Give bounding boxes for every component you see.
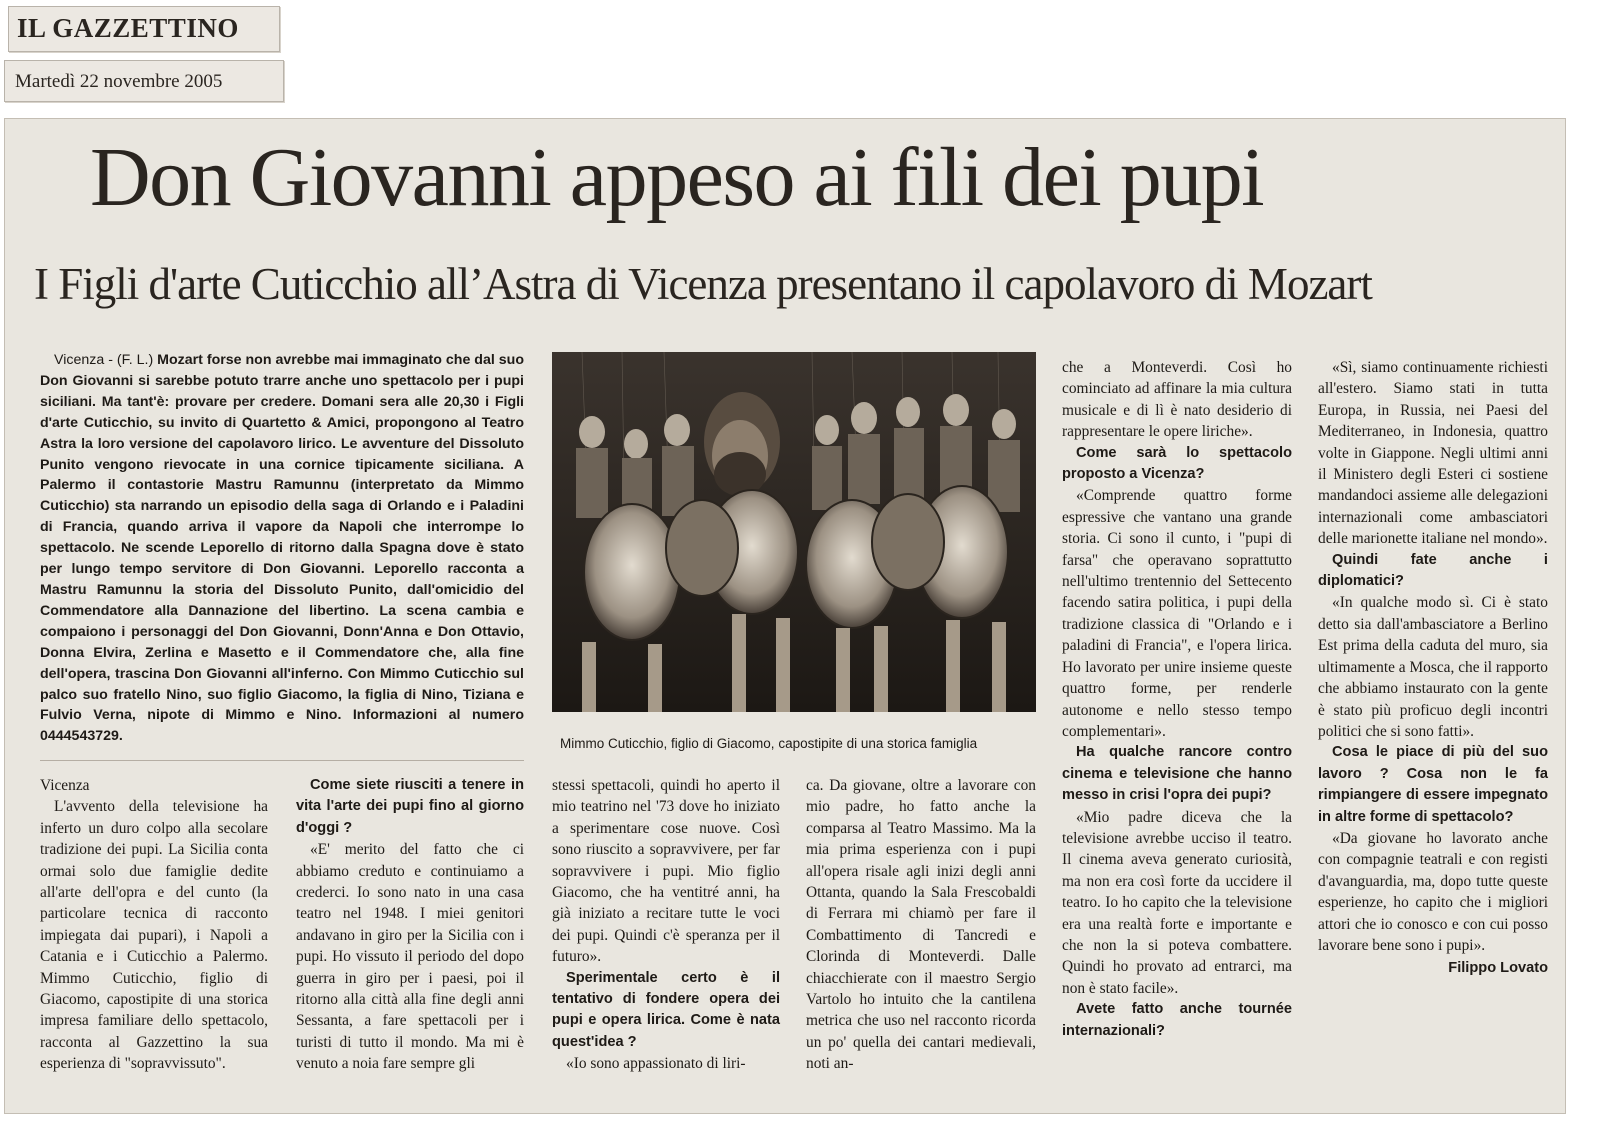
- article-column-3: [552, 775, 780, 1075]
- article-column-2: [296, 775, 524, 1075]
- article-headline: Don Giovanni appeso ai fili dei pupi: [90, 131, 1264, 224]
- interview-answer: che a Monteverdi. Così ho cominciato ad affinare la mia cultura musicale e di lì è nato desiderio di rappresentare le opere liriche».: [1062, 359, 1292, 441]
- interview-question: Come sarà lo spettacolo proposto a Vicenza?: [1062, 444, 1292, 483]
- publication-date: Martedì 22 novembre 2005: [15, 71, 223, 92]
- interview-answer: «Comprende quattro forme espressive che vantano una grande storia. Ci sono il cunto, i "pupi di farsa" che operavano soprattutto nell'ultimo trentennio del Settecento facendo satira politica, i pupi della tradizione classica di "Orlando e i paladini di Francia", e l'opera lirica. Ho lavorato per unire insieme queste quattro forme, per renderle autonome e nello stesso tempo complementari».: [1062, 487, 1292, 740]
- interview-dateline: Vicenza: [40, 777, 90, 794]
- interview-question: Cosa le piace di più del suo lavoro ? Cosa non le fa rimpiangere di essere impegnato in altre forme di spettacolo?: [1318, 744, 1548, 825]
- interview-answer: «Mio padre diceva che la televisione avrebbe ucciso il teatro. Il cinema aveva generato curiosità, ma non era così forte da uccidere il teatro. Io ho capito che la televisione era una realtà forte e importante e che non la si poteva combattere. Quindi ho provato ad entrarci, ma non è stato facile».: [1062, 808, 1292, 997]
- lead-dateline: Vicenza - (F. L.): [54, 352, 154, 368]
- interview-question: Avete fatto anche tournée internazionali?: [1062, 1001, 1292, 1039]
- interview-answer: ca. Da giovane, oltre a lavorare con mio padre, ho fatto anche la comparsa al Teatro Massimo. Ma la mia prima esperienza con i pupi all'opera risale agli inizi degli anni Ottanta, quando la Sala Frescobaldi di Ferrara mi chiamò per fare il Combattimento di Tancredi e Clorinda di Monteverdi. Dalle chiacchierate con il maestro Sergio Vartolo ho intuito che la cantilena metrica che uso nel racconto ricorda un po' quella dei cantari medievali, noti an-: [806, 777, 1036, 1073]
- interview-answer: «E' merito del fatto che ci abbiamo creduto e continuiamo a crederci. Io sono nato in una casa teatro nel 1948. I miei genitori andavano in giro per la Sicilia con i pupi. Ho vissuto il periodo del dopo guerra in giro per i paesi, poi il ritorno alla città alla fine degli anni Sessanta, a fare spettacoli per i turisti di tutto il mondo. Ma mi è venuto a noia fare sempre gli: [296, 841, 524, 1073]
- interview-answer: «Sì, siamo continuamente richiesti all'estero. Siamo stati in tutta Europa, in Russia, nei Paesi del Mediterraneo, in Indonesia, quattro volte in Giappone. Negli ultimi anni il Ministero degli Esteri ci sostiene mandandoci assieme alle delegazioni internazionali come ambasciatori delle marionette italiane nel mondo».: [1318, 359, 1548, 548]
- column-divider: [40, 760, 524, 761]
- article-column-5: [1062, 357, 1292, 1042]
- lead-text: Mozart forse non avrebbe mai immaginato che dal suo Don Giovanni si sarebbe potuto trarre anche uno spettacolo per i pupi siciliani. Ma tant'è: provare per credere. Domani sera alle 20,30 i Figli d'arte Cuticchio, su invito di Quartetto & Amici, propongono al Teatro Astra la loro versione del capolavoro lirico. Le avventure del Dissoluto Punito vengono rievocate in una cornice tipicamente siciliana. A Palermo il contastorie Mastru Ramunnu (interpretato da Mimmo Cuticchio) sta narrando un episodio della saga di Orlando e i Paladini di Francia, quando arriva il vapore da Napoli che interrompe lo spettacolo. Ne scende Leporello di ritorno dalla Spagna dove è stato per lungo tempo servitore di Don Giovanni. Leporello racconta a Mastru Ramunnu la storia del Dissoluto Punito, dall'omicidio del Commendatore alla Dannazione del libertino. La scena cambia e compaiono i personaggi del Don Giovanni, Donn'Anna e Don Ottavio, Donna Elvira, Zerlina e Masetto e il Commendatore che, alla fine dell'opera, trascina Don Giovanni all'inferno. Con Mimmo Cuticchio sul palco suo fratello Nino, suo figlio Giacomo, la figlia di Nino, Tiziana e Fulvio Verna, nipote di Mimmo e Nino. Informazioni al numero 0444543729.: [40, 352, 524, 745]
- article-subheadline: I Figli d'arte Cuticchio all’Astra di Vicenza presentano il capolavoro di Mozart: [34, 259, 1372, 309]
- interview-question: Come siete riusciti a tenere in vita l'arte dei pupi fino al giorno d'oggi ?: [296, 777, 524, 836]
- article-column-4: [806, 775, 1036, 1075]
- article-byline: Filippo Lovato: [1448, 960, 1548, 977]
- interview-question: Sperimentale certo è il tentativo di fondere opera dei pupi e opera lirica. Come è nata quest'idea ?: [552, 969, 780, 1050]
- interview-question: Ha qualche rancore contro cinema e televisione che hanno messo in crisi l'opra dei pupi?: [1062, 744, 1292, 804]
- interview-answer: «Da giovane ho lavorato anche con compagnie teatrali e con registi d'avanguardia, ma, dopo tutte queste esperienze, ho capito che i migliori attori che io conosco e con cui posso lavorare bene sono i pupi».: [1318, 829, 1548, 954]
- interview-answer: «Io sono appassionato di liri-: [566, 1055, 746, 1073]
- article-column-1: [40, 775, 268, 1075]
- dateline-slip: [4, 60, 284, 102]
- puppets-photo-illustration: [552, 352, 1036, 712]
- article-column-6: [1318, 357, 1548, 980]
- article-photo: [552, 352, 1036, 712]
- masthead-slip: [8, 6, 280, 52]
- interview-question: Quindi fate anche i diplomatici?: [1318, 551, 1548, 590]
- lead-paragraph: [40, 350, 524, 747]
- interview-answer: stessi spettacoli, quindi ho aperto il mio teatrino nel '73 dove ho iniziato a sperimentare cose nuove. Così sono riuscito a sopravvivere, per far sopravvivere i pupi. Mio figlio Giacomo, che ha ventitré anni, ha già iniziato a recitare tutte le voci dei pupi. Quindi c'è speranza per il futuro».: [552, 777, 780, 966]
- interview-answer: «In qualche modo sì. Ci è stato detto sia dall'ambasciatore a Berlino Est prima della caduta del muro, sia ultimamente a Mosca, che il rapporto che abbiamo instaurato con la gente è stato più proficuo degli incontri politici che si sono fatti».: [1318, 594, 1548, 740]
- photo-caption: Mimmo Cuticchio, figlio di Giacomo, capostipite di una storica famiglia: [560, 736, 978, 751]
- masthead-title: IL GAZZETTINO: [17, 13, 239, 43]
- interview-intro: L'avvento della televisione ha inferto un duro colpo alla secolare tradizione dei pupi. La Sicilia conta ormai solo due famiglie dedite all'arte dell'opra e del cunto (la particolare tecnica di racconto impiegata dai pupari), i Napoli a Catania e i Cuticchio a Palermo. Mimmo Cuticchio, figlio di Giacomo, capostipite di una storica impresa familiare dello spettacolo, racconta al Gazzettino la sua esperienza di "sopravvissuto".: [40, 798, 268, 1073]
